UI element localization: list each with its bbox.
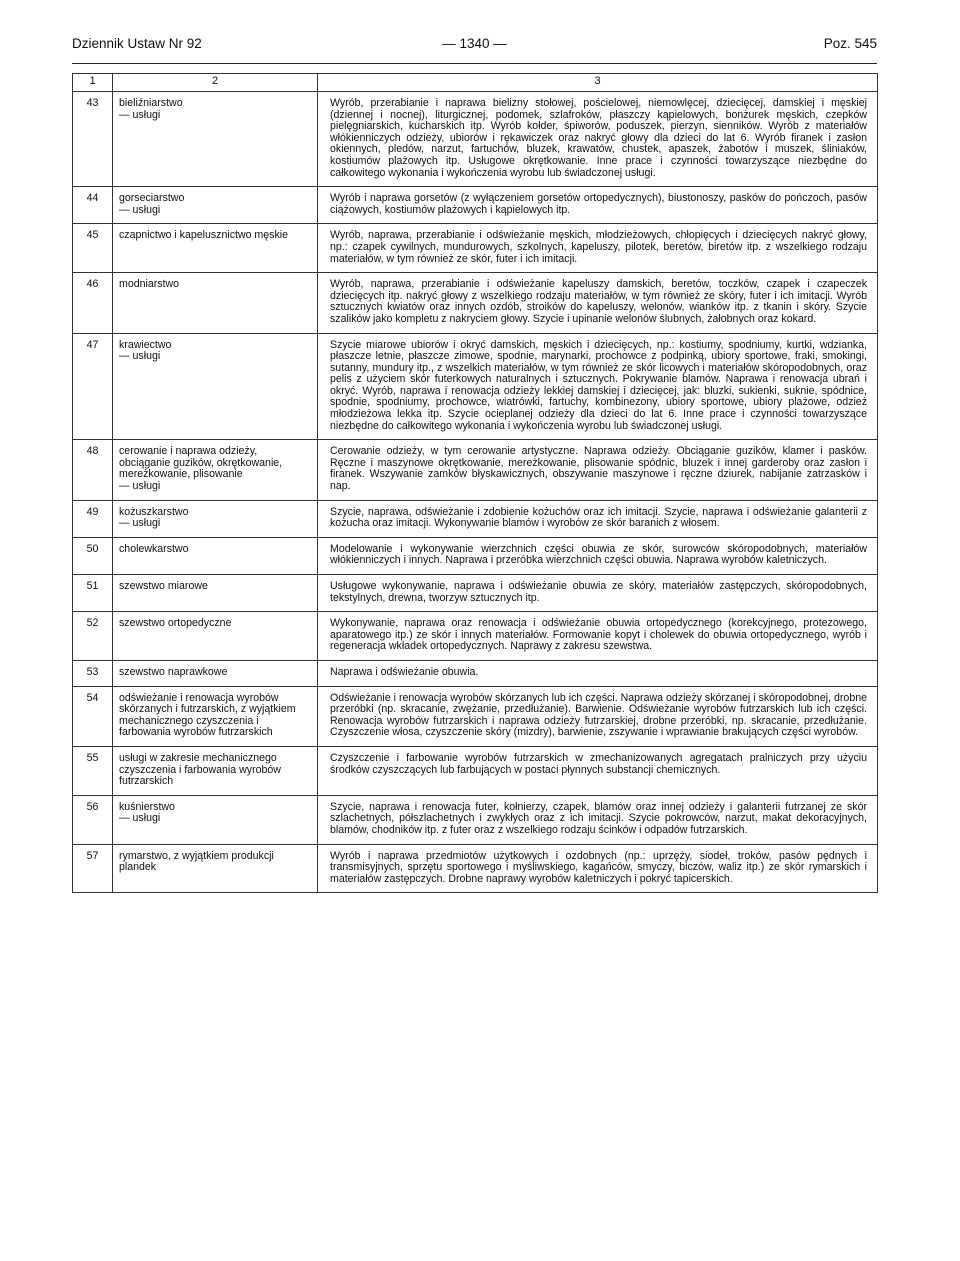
table-row — [73, 660, 878, 686]
row-number: 48 — [73, 440, 113, 500]
craft-name: odświeżanie i renowacja wyrobów skórzanych i futrzarskich, z wyjątkiem mechanicznego czyszczenia i farbowania wyrobów futrzarskich — [119, 691, 296, 739]
craft-name-cell — [113, 844, 318, 893]
craft-name: kożuszkarstwo — [119, 505, 189, 518]
craft-description: Wyrób, naprawa, przerabianie i odświeżanie męskich, młodzieżowych, chłopięcych i dziecięcych nakryć głowy, np.: czapek cywilnych, mundurowych, szkolnych, kapeluszy, pilotek, beretów, biretów itp. z wszelkiego rodzaju materiałów, w tym również ze skór, futer i ich imitacji. — [318, 224, 878, 273]
craft-name: szewstwo miarowe — [119, 580, 208, 592]
craft-name: bieliźniarstwo — [119, 97, 183, 109]
table-row — [73, 746, 878, 795]
column-header: 1 — [73, 74, 113, 92]
table-row — [73, 575, 878, 612]
craft-name: szewstwo ortopedyczne — [119, 617, 232, 630]
craft-name: modniarstwo — [119, 278, 180, 291]
craft-name: rymarstwo, z wyjątkiem produkcji plandek — [119, 849, 274, 874]
craft-description: Czyszczenie i farbowanie wyrobów futrzarskich w zmechanizowanych agregatach pralniczych przy użyciu środków czyszczących lub farbujących w postaci płynnych substancji chemicznych. — [318, 746, 878, 795]
position-number: Poz. 545 — [823, 36, 877, 51]
journal-title: Dziennik Ustaw Nr 92 — [72, 36, 202, 51]
column-header: 3 — [318, 74, 878, 92]
table-row — [73, 844, 878, 893]
table-row — [73, 686, 878, 746]
craft-subtitle: — usługi — [119, 203, 161, 216]
craft-name-cell — [113, 92, 318, 187]
craft-name: szewstwo naprawkowe — [119, 665, 228, 678]
row-number: 45 — [73, 224, 113, 273]
craft-description: Wyrób, przerabianie i naprawa bielizny stołowej, pościelowej, niemowlęcej, dziecięcej, damskiej i męskiej (dziennej i nocnej), liturgicznej, podomek, szlafroków, płaszczy kąpielowych, bonżurek męskich, czepków pielęgniarskich, kucharskich itp. Wyrób kołder, śpiworów, poduszek, pierzyn, sienników. Wyrób z materiałów włókienniczych odzieży, ubiorów i rękawiczek oraz nakryć głowy dla dzieci do lat 6. Wyrób firanek i zasłon okiennych, pledów, narzut, fartuchów, bluzek, krawatów, chustek, apaszek, żabotów i muszek, śliniaków, kostiumów plażowych itp. Usługowe okrętkowanie. Inne prace i czynności towarzyszące niezbędne do całkowitego wykonania i wykończenia wyrobu lub świadczonej usługi. — [318, 92, 878, 187]
table-row — [73, 537, 878, 574]
craft-description: Wyrób, naprawa, przerabianie i odświeżanie kapeluszy damskich, beretów, toczków, czapek i czapeczek dziecięcych itp. nakryć głowy z wszelkiego rodzaju materiałów, w tym również ze skóry, futer i ich imitacji. Wyrób sztucznych kwiatów oraz innych ozdób, stroików do kapeluszy, welonów, wianków itp. z tkanin i skóry. Szycie szalików jako kompletu z nakryciem głowy. Szycie i upinanie welonów ślubnych, żałobnych oraz kokard. — [318, 273, 878, 333]
craft-subtitle: — usługi — [119, 480, 161, 493]
craft-name: czapnictwo i kapelusznictwo męskie — [119, 229, 288, 242]
row-number: 52 — [73, 612, 113, 661]
craft-name-cell — [113, 187, 318, 224]
column-header: 2 — [113, 74, 318, 92]
craft-name-cell — [113, 795, 318, 844]
row-number: 43 — [73, 92, 113, 187]
page-header — [72, 36, 877, 54]
craft-name: kuśnierstwo — [119, 800, 175, 813]
row-number: 47 — [73, 333, 113, 440]
table-row — [73, 187, 878, 224]
craft-description: Naprawa i odświeżanie obuwia. — [318, 660, 878, 686]
table-row — [73, 440, 878, 500]
row-number: 53 — [73, 660, 113, 686]
craft-name: usługi w zakresie mechanicznego czyszczenia i farbowania wyrobów futrzarskich — [119, 751, 281, 788]
craft-subtitle: — usługi — [119, 812, 161, 825]
craft-name-cell — [113, 686, 318, 746]
row-number: 44 — [73, 187, 113, 224]
craft-name: cerowanie i naprawa odzieży, obciąganie guzików, okrętkowanie, mereżkowanie, plisowanie — [119, 445, 283, 481]
row-number: 56 — [73, 795, 113, 844]
craft-description: Szycie miarowe ubiorów i okryć damskich, męskich i dziecięcych, np.: kostiumy, spodniumy, kurtki, wdzianka, płaszcze letnie, płaszcze zimowe, spodnie, marynarki, prochowce z podpinką, ubiory sportowe, fraki, smokingi, sutanny, mundury itp., z wszelkich materiałów, w tym również ze skór licowych i materiałów skóropodobnych, oraz pelis z użyciem skór futerkowych naturalnych i sztucznych. Pokrywanie blamów. Naprawa i renowacja ubrań i okryć. Wyrób, naprawa i renowacja odzieży lekkiej damskiej i dziecięcej, jak: bluzki, sukienki, suknie, spódnice, spodnie, spodniumy, prochowce, wiatrówki, fartuchy, kombinezony, ubiory sportowe, ubiory plażowe, odzież młodzieżowa lekka itp. Szycie ocieplanej odzieży dla dzieci do lat 6. Inne prace i czynności towarzyszące niezbędne do całkowitego wykonania i wykończenia wyrobu lub świadczonej usługi. — [318, 333, 878, 440]
table-row — [73, 612, 878, 661]
table-row — [73, 333, 878, 440]
row-number: 57 — [73, 844, 113, 893]
craft-name-cell — [113, 575, 318, 612]
craft-description: Szycie, naprawa, odświeżanie i zdobienie kożuchów oraz ich imitacji. Szycie, naprawa i odświeżanie galanterii z kożucha oraz imitacji. Wykonywanie blamów i wyrobów ze skór baranich z włosem. — [318, 500, 878, 537]
craft-name-cell — [113, 500, 318, 537]
craft-name-cell — [113, 746, 318, 795]
row-number: 54 — [73, 686, 113, 746]
craft-description: Odświeżanie i renowacja wyrobów skórzanych lub ich części. Naprawa odzieży skórzanej i skóropodobnej, drobne przeróbki (np. skracanie, zwężanie, przedłużanie). Barwienie. Odświeżanie wyrobów futrzarskich lub ich części. Renowacja wyrobów futrzarskich i naprawa odzieży futrzarskiej, drobne przeróbki, np. skracanie, przedłużanie. Czyszczenie włosa, czyszczenie skóry (mizdry), barwienie, zszywanie i wprawianie brakujących części wyrobów. — [318, 686, 878, 746]
craft-description: Cerowanie odzieży, w tym cerowanie artystyczne. Naprawa odzieży. Obciąganie guzików, klamer i pasków. Ręczne i maszynowe okrętkowanie, mereżkowanie, plisowanie spódnic, bluzek i innej garderoby oraz zasłon i firanek. Wszywanie zamków błyskawicznych, obszywanie maszynowe i ręczne dziurek, nabijanie zatrzasków i nap. — [318, 440, 878, 500]
craft-name-cell — [113, 537, 318, 574]
craft-name: krawiectwo — [119, 338, 172, 351]
table-header-row — [73, 74, 878, 92]
row-number: 46 — [73, 273, 113, 333]
craft-subtitle: — usługi — [119, 108, 161, 121]
craft-name-cell — [113, 333, 318, 440]
row-number: 49 — [73, 500, 113, 537]
craft-description: Wykonywanie, naprawa oraz renowacja i odświeżanie obuwia ortopedycznego (korekcyjnego, protezowego, aparatowego itp.) ze skór i innych materiałów. Formowanie kopyt i cholewek do obuwia ortopedycznego, wyrób i regeneracja wkładek ortopedycznych. Naprawy z zakresu szewstwa. — [318, 612, 878, 661]
craft-description: Modelowanie i wykonywanie wierzchnich części obuwia ze skór, surowców skóropodobnych, materiałów włókienniczych i innych. Naprawa i przeróbka wierzchnich części obuwia. Naprawa wyrobów kaletniczych. — [318, 537, 878, 574]
craft-name-cell — [113, 273, 318, 333]
row-number: 50 — [73, 537, 113, 574]
craft-subtitle: — usługi — [119, 517, 161, 530]
craft-subtitle: — usługi — [119, 350, 161, 363]
craft-name-cell — [113, 612, 318, 661]
table-row — [73, 500, 878, 537]
table-row — [73, 224, 878, 273]
row-number: 51 — [73, 575, 113, 612]
craft-name-cell — [113, 660, 318, 686]
page-number: — 1340 — — [442, 36, 507, 51]
table-row — [73, 795, 878, 844]
craft-name-cell — [113, 224, 318, 273]
table-row — [73, 273, 878, 333]
craft-name: cholewkarstwo — [119, 542, 189, 555]
table-row — [73, 92, 878, 187]
craft-name: gorseciarstwo — [119, 192, 185, 205]
craft-name-cell — [113, 440, 318, 500]
craft-description: Wyrób i naprawa przedmiotów użytkowych i ozdobnych (np.: uprzęży, siodeł, troków, pasów pędnych i transmisyjnych, sprzętu sportowego i myśliwskiego, kagańców, smyczy, biczów, waliz itp.) ze skór rymarskich i materiałów zastępczych. Drobne naprawy wyrobów kaletniczych i pokryć tapicerskich. — [318, 844, 878, 893]
crafts-table — [72, 73, 878, 893]
row-number: 55 — [73, 746, 113, 795]
header-rule — [72, 63, 877, 64]
craft-description: Wyrób i naprawa gorsetów (z wyłączeniem gorsetów ortopedycznych), biustonoszy, pasków do pończoch, pasów ciążowych, kostiumów plażowych i kąpielowych itp. — [318, 187, 878, 224]
craft-description: Szycie, naprawa i renowacja futer, kołnierzy, czapek, blamów oraz innej odzieży i galanterii futrzanej ze skór szlachetnych, półszlachetnych i zwykłych oraz z ich imitacji. Szycie pokrowców, narzut, makat dekoracyjnych, blamów, chodników itp. z futer oraz z wszelkiego rodzaju ścinków i odpadów futrzarskich. — [318, 795, 878, 844]
craft-description: Usługowe wykonywanie, naprawa i odświeżanie obuwia ze skóry, materiałów zastępczych, skóropodobnych, tekstylnych, drewna, tworzyw sztucznych itp. — [318, 575, 878, 612]
